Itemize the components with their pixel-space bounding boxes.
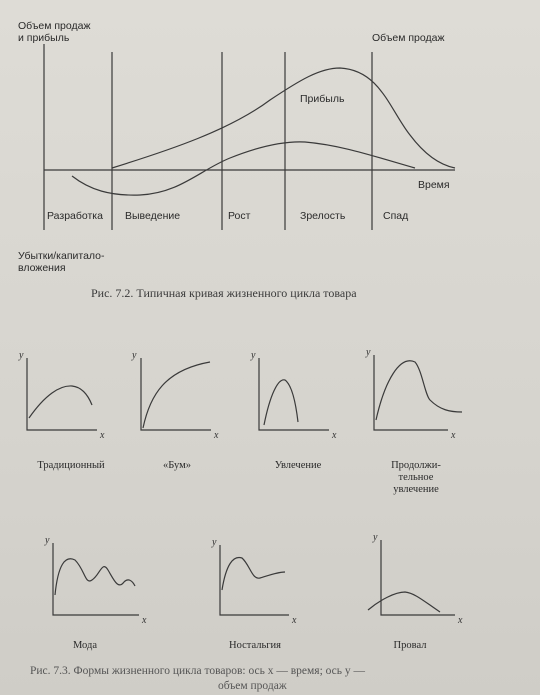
y-axis-letter: y (45, 535, 50, 546)
curve (143, 362, 210, 428)
y-axis-letter: y (19, 350, 24, 361)
shape-label (366, 460, 466, 496)
shape-fashion (53, 543, 139, 615)
shape-label-line: увлечение (393, 484, 439, 495)
shape-label: Провал (393, 640, 427, 651)
curve (55, 559, 135, 595)
shape-nostalgia (220, 545, 289, 615)
y-axis-letter: y (373, 532, 378, 543)
curve (264, 380, 298, 425)
y-axis-letter: y (251, 350, 256, 361)
y-axis-label-top-1: Объем продаж (18, 20, 91, 32)
shape-boom (141, 358, 211, 430)
y-axis-label-bottom-1: Убытки/капитало- (18, 250, 105, 262)
stage-label-development: Разработка (47, 210, 103, 222)
figure-7-3-caption-line2: объем продаж (218, 680, 287, 692)
x-axis-letter: x (332, 430, 337, 441)
curve (368, 592, 440, 612)
x-axis-letter: x (142, 615, 147, 626)
shape-failure (368, 540, 455, 615)
axes (381, 540, 455, 615)
shape-traditional (27, 358, 97, 430)
figure-7-3-caption-line1: Рис. 7.3. Формы жизненного цикла товаров: ось x — время; ось y — (30, 665, 366, 677)
y-axis-letter: y (212, 537, 217, 548)
y-axis-label-bottom-2: вложения (18, 262, 66, 274)
axes (259, 358, 329, 430)
axes (141, 358, 211, 430)
curve (29, 386, 92, 418)
x-axis-letter: x (100, 430, 105, 441)
figure-7-2-caption: Рис. 7.2. Типичная кривая жизненного цикла товара (91, 286, 357, 300)
curve (376, 361, 462, 420)
shape-fad (259, 358, 329, 430)
stage-label-growth: Рост (228, 210, 251, 222)
shape-label: «Бум» (162, 460, 192, 471)
shape-label: Ностальгия (228, 640, 281, 651)
stage-label-decline: Спад (383, 210, 409, 222)
curve (222, 557, 285, 590)
x-axis-label: Время (418, 179, 450, 191)
shape-label: Традиционный (37, 460, 105, 471)
axes (220, 545, 289, 615)
x-axis-letter: x (214, 430, 219, 441)
axes (374, 355, 448, 430)
shape-label-line: Продолжи- (391, 460, 441, 471)
y-axis-letter: y (132, 350, 137, 361)
stage-label-maturity: Зрелость (300, 210, 346, 222)
y-axis-label-top-2: и прибыль (18, 32, 70, 44)
x-axis-letter: x (451, 430, 456, 441)
y-axis-letter: y (366, 347, 371, 358)
stage-label-introduction: Выведение (125, 210, 181, 222)
shape-label-line: тельное (398, 472, 434, 483)
profit-label: Прибыль (300, 93, 345, 105)
shape-extended-fad (374, 355, 462, 430)
shape-label: Увлечение (274, 460, 322, 471)
x-axis-letter: x (292, 615, 297, 626)
x-axis-letter: x (458, 615, 463, 626)
shape-label: Мода (72, 640, 98, 651)
sales-label: Объем продаж (372, 32, 445, 44)
axes (53, 543, 139, 615)
